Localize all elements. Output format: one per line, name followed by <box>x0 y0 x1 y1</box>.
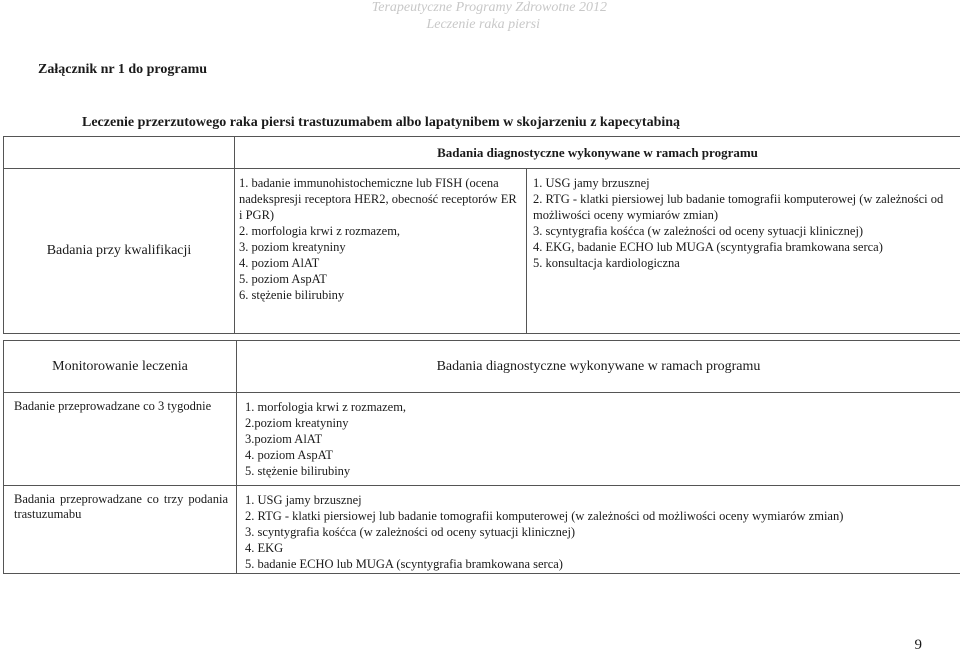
list-item: 3. poziom kreatyniny <box>239 240 346 254</box>
list-item: 3. scyntygrafia kośćca (w zależności od oceny sytuacji klinicznej) <box>245 525 576 539</box>
list-item: 6. stężenie bilirubiny <box>239 288 345 302</box>
list-item: 1. USG jamy brzusznej <box>245 493 362 507</box>
list-item: 2.poziom kreatyniny <box>245 416 349 430</box>
qualification-imaging-tests <box>527 169 960 334</box>
running-header-title: Terapeutyczne Programy Zdrowotne 2012 <box>371 0 607 15</box>
qualification-empty-header <box>4 137 235 169</box>
list-item: 4. poziom AspAT <box>245 448 333 462</box>
list-item: 3. scyntygrafia kośćca (w zależności od oceny sytuacji klinicznej) <box>533 224 864 238</box>
monitoring-row1-list <box>245 399 956 479</box>
monitoring-table <box>3 340 960 574</box>
list-item: 4. EKG <box>245 541 284 555</box>
list-item: 2. RTG - klatki piersiowej lub badanie tomografii komputerowej (w zależności od możliwości oceny wymiarów zmian) <box>245 509 844 523</box>
monitoring-row2-label: Badania przeprowadzane co trzy podania trastuzumabu <box>4 486 237 574</box>
monitoring-row2-list <box>245 492 956 572</box>
qualification-row-label: Badania przy kwalifikacji <box>4 169 235 334</box>
monitoring-row2-items <box>237 486 960 574</box>
list-item: 4. EKG, badanie ECHO lub MUGA (scyntygrafia bramkowana serca) <box>533 240 883 254</box>
qualification-column-header: Badania diagnostyczne wykonywane w ramach programu <box>235 137 960 169</box>
page-number: 9 <box>914 637 922 653</box>
monitoring-col2-header: Badania diagnostyczne wykonywane w ramach programu <box>237 341 960 393</box>
monitoring-row1-items <box>237 393 960 486</box>
list-item: 1. USG jamy brzusznej <box>533 176 650 190</box>
list-item: 5. poziom AspAT <box>239 272 327 286</box>
attachment-title: Załącznik nr 1 do programu <box>38 62 208 77</box>
list-item: 2. RTG - klatki piersiowej lub badanie tomografii komputerowej (w zależności od możliwości oceny wymiarów zmian) <box>533 192 944 222</box>
program-title: Leczenie przerzutowego raka piersi trastuzumabem albo lapatynibem w skojarzeniu z kapecytabiną <box>82 115 681 130</box>
qualification-table <box>3 136 960 334</box>
monitoring-col1-header: Monitorowanie leczenia <box>4 341 237 393</box>
list-item: 5. stężenie bilirubiny <box>245 464 351 478</box>
monitoring-row1-label: Badanie przeprowadzane co 3 tygodnie <box>4 393 237 486</box>
list-item: 2. morfologia krwi z rozmazem, <box>239 224 401 238</box>
qualification-lab-tests <box>235 169 527 334</box>
list-item: 1. morfologia krwi z rozmazem, <box>245 400 407 414</box>
qualification-imaging-list <box>533 175 956 271</box>
running-header-subtitle: Leczenie raka piersi <box>426 17 540 32</box>
list-item: 1. badanie immunohistochemiczne lub FISH (ocena nadekspresji receptora HER2, obecność receptorów ER i PGR) <box>239 176 517 222</box>
list-item: 5. konsultacja kardiologiczna <box>533 256 680 270</box>
list-item: 4. poziom AlAT <box>239 256 320 270</box>
qualification-lab-list <box>239 175 522 303</box>
list-item: 3.poziom AlAT <box>245 432 323 446</box>
list-item: 5. badanie ECHO lub MUGA (scyntygrafia bramkowana serca) <box>245 557 563 571</box>
